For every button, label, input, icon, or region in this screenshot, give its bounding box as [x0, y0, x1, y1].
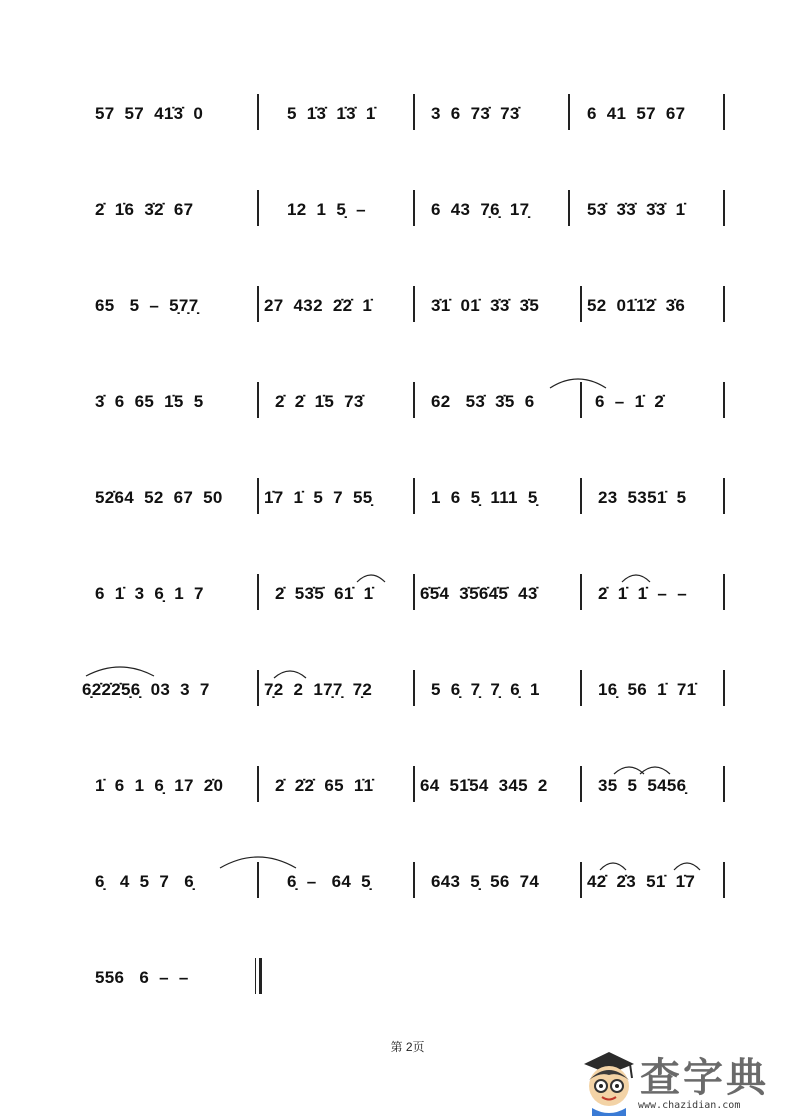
barline [257, 670, 259, 706]
tie-arc [218, 852, 298, 870]
barline [413, 766, 415, 802]
barline [723, 94, 725, 130]
measure: 6 41 57 67 [587, 104, 686, 123]
measure: 7̣2 2 17̣7̣ 7̣2 [264, 680, 373, 699]
watermark-logo [578, 1042, 780, 1116]
barline [580, 766, 582, 802]
measure: 42̇ 2̇3 51̇ 1̇7 [587, 872, 696, 891]
measure: 57 57 41̇3̇ 0 [95, 104, 204, 123]
score-line [0, 580, 790, 620]
cartoon-mascot-icon [578, 1042, 640, 1116]
measure: 1̇7 1̇ 5 7 55̣ [264, 488, 373, 507]
measure: 6̣ – 64 5̣ [287, 872, 371, 891]
measure: 6̣2̇2̇2̇5̣6̣ 03 3 7 [82, 680, 210, 699]
score-line [0, 964, 790, 1004]
measure: 6̣ 4 5 7 6̣ [95, 872, 195, 891]
measure: 6 – 1̇ 2̇ [595, 392, 665, 411]
tie-arc [598, 858, 628, 872]
barline [723, 862, 725, 898]
score-line [0, 100, 790, 140]
measure: 16̣ 56 1̇ 71̇ [598, 680, 697, 699]
final-barline-thick [259, 958, 262, 994]
barline [257, 190, 259, 226]
measure: 52̇64 52 67 50 [95, 488, 223, 507]
measure: 5 1̇3̇ 1̇3̇ 1̇ [287, 104, 376, 123]
barline [413, 190, 415, 226]
barline [723, 382, 725, 418]
measure: 27 432 2̇2̇ 1̇ [264, 296, 373, 315]
barline [413, 382, 415, 418]
measure: 3̇1̇ 01̇ 3̇3̇ 3̇5 [431, 296, 540, 315]
score-line [0, 484, 790, 524]
score-line [0, 868, 790, 908]
final-barline-thin [255, 958, 256, 994]
barline [723, 190, 725, 226]
measure: 643 5̣ 56 74 [431, 872, 540, 891]
measure: 1 6 5̣ 111 5̣ [431, 488, 538, 507]
barline [257, 574, 259, 610]
tie-arc [272, 666, 308, 680]
page-number: 第 2页 [390, 1040, 425, 1054]
barline [580, 670, 582, 706]
barline [413, 94, 415, 130]
measure: 2̇ 1̇6 3̇2̇ 67 [95, 200, 194, 219]
barline [413, 286, 415, 322]
tie-arc [638, 762, 672, 776]
barline [568, 94, 570, 130]
barline [568, 190, 570, 226]
measure: 23 5351̇ 5 [598, 488, 687, 507]
measure: 12 1 5̣ – [287, 200, 366, 219]
measure: 6 43 7̣6̣ 17̣ [431, 200, 530, 219]
barline [723, 766, 725, 802]
barline [413, 478, 415, 514]
tie-arc [620, 570, 652, 584]
tie-arc [84, 662, 156, 678]
barline [580, 574, 582, 610]
measure: 62 53̇ 3̇5 6 [431, 392, 535, 411]
measure: 6 1̇ 3 6̣ 1 7 [95, 584, 204, 603]
barline [723, 478, 725, 514]
barline [413, 862, 415, 898]
measure: 6̇5̇4 3̇5̇6̇4̇5̇ 43̇ [420, 584, 538, 603]
measure: 53̇ 3̇3̇ 3̇3̇ 1̇ [587, 200, 686, 219]
tie-arc [548, 374, 608, 390]
score-line [0, 292, 790, 332]
measure: 2̇ 2̇ 1̇5 73̇ [275, 392, 364, 411]
measure: 3̇ 6 65 1̇5 5 [95, 392, 204, 411]
measure: 2̇ 53̇5̇ 61̇ 1̇ [275, 584, 374, 603]
barline [413, 670, 415, 706]
measure: 5 6̣ 7̣ 7̣ 6̣ 1 [431, 680, 540, 699]
barline [413, 574, 415, 610]
barline [257, 766, 259, 802]
barline [723, 286, 725, 322]
barline [257, 478, 259, 514]
measure: 3 6 73̇ 73̇ [431, 104, 520, 123]
score-line [0, 772, 790, 812]
measure: 556 6 – – [95, 968, 189, 987]
measure: 35 5 5456̣ [598, 776, 687, 795]
tie-arc [355, 570, 387, 584]
barline [580, 862, 582, 898]
tie-arc [672, 858, 702, 872]
watermark-url: www.chazidian.com [638, 1100, 741, 1111]
measure: 64 51̇54 345 2 [420, 776, 548, 795]
measure: 2̇ 2̇2̇ 65 1̇1̇ [275, 776, 374, 795]
measure: 52 01̇1̇2̇ 3̇6 [587, 296, 686, 315]
measure: 1̇ 6 1 6̣ 17 2̇0 [95, 776, 224, 795]
barline [580, 478, 582, 514]
barline [580, 286, 582, 322]
barline [257, 94, 259, 130]
measure: 2̇ 1̇ 1̇ – – [598, 584, 687, 603]
barline [257, 382, 259, 418]
barline [723, 670, 725, 706]
score-line [0, 196, 790, 236]
score-line [0, 388, 790, 428]
barline [257, 286, 259, 322]
barline [723, 574, 725, 610]
watermark-name: 查字典 [640, 1055, 769, 1101]
measure: 65 5 – 5̣7̣7̣ [95, 296, 199, 315]
score-line [0, 676, 790, 716]
